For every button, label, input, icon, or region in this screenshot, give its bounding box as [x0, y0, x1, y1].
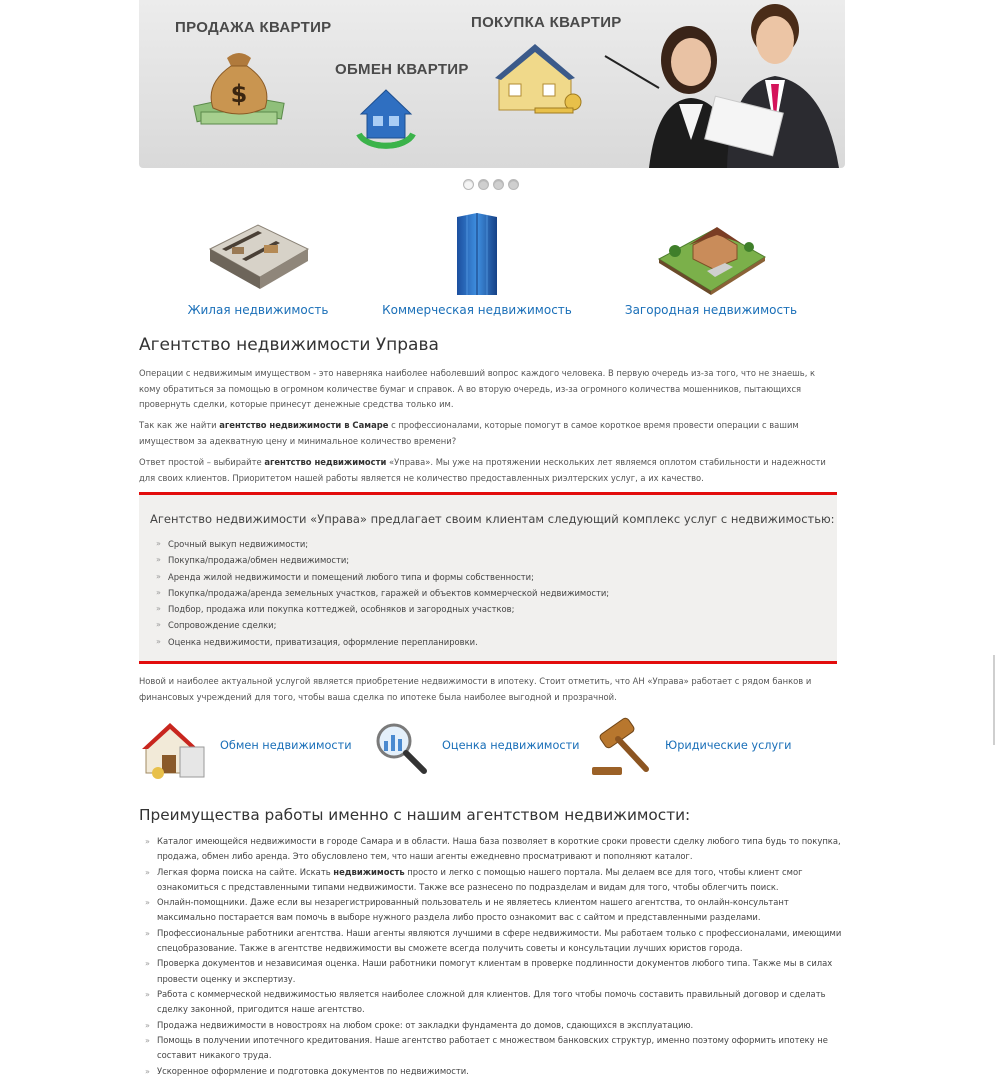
advantage-text: Ускоренное оформление и подготовка документов по недвижимости.	[157, 1065, 469, 1076]
advantage-text-end: просто и легко с помощью нашего портала. Мы делаем все для того, чтобы клиент смог ознакомиться с представленными типами недвижимости. Также все разнесено по подразделам и видам для того, чтобы облегчить поиск.	[157, 866, 803, 892]
money-bag-icon	[191, 40, 287, 128]
advantage-bold: недвижимость	[333, 866, 405, 877]
list-item: » Аренда жилой недвижимости и помещений любого типа и формы собственности;	[156, 569, 609, 585]
slider-dot[interactable]	[463, 179, 474, 190]
business-people-photo	[599, 0, 845, 168]
slider-dot[interactable]	[493, 179, 504, 190]
page-title: Агентство недвижимости Управа	[139, 335, 439, 355]
list-item: » Подбор, продажа или покупка коттеджей, особняков и загородных участков;	[156, 601, 609, 617]
advantage-text: Помощь в получении ипотечного кредитования. Наше агентство работает с множеством банковских структур, именно поэтому оформить ипотеку не составит никакого труда.	[157, 1034, 828, 1061]
slider-dots	[463, 179, 519, 190]
list-item	[145, 1018, 845, 1033]
magnifier-chart-icon	[370, 717, 434, 779]
advantage-text: Профессиональные работники агентства. Наши агенты являются лучшими в сфере недвижимости. Мы работаем только с профессионалами, имеющими спецобразование. Также в агентстве недвижимости вы сможете всегда получить советы и консультации лучших юристов города.	[157, 927, 842, 953]
country-house-icon	[655, 207, 767, 297]
svg-text:$: $	[230, 80, 248, 108]
feature-exchange-label[interactable]: Обмен недвижимости	[220, 739, 352, 752]
list-item: » Покупка/продажа/обмен недвижимости;	[156, 552, 609, 568]
list-item: » Оценка недвижимости, приватизация, оформление перепланировки.	[156, 634, 609, 650]
services-list	[156, 536, 609, 650]
intro-p3-text-end: «Управа». Мы уже на протяжении нескольких лет являемся оплотом стабильности и надежности для своих клиентов. Приоритетом нашей работы является не количество предоставленных риэлтерских услуг, а их качество.	[139, 457, 826, 483]
list-item	[145, 865, 845, 895]
feature-valuation-label[interactable]: Оценка недвижимости	[442, 739, 580, 752]
slider-dot[interactable]	[508, 179, 519, 190]
list-item	[145, 1033, 845, 1063]
list-item	[145, 956, 845, 986]
office-building-icon	[421, 207, 533, 297]
intro-p2-text-end: с профессионалами, которые помогут в самое короткое время провести операции с вашим имуществом за адекватную цену и минимальное количество времени?	[139, 420, 799, 446]
intro-p2-text: Так как же найти	[139, 420, 220, 430]
advantage-text: Проверка документов и независимая оценка. Наши работники помогут клиентам в проверке подлинности документов любого типа. Также мы в силах провести оценку и экспертизу.	[157, 958, 833, 984]
banner-slider[interactable]	[139, 0, 845, 168]
category-country[interactable]	[611, 207, 811, 317]
category-country-label[interactable]: Загородная недвижимость	[624, 303, 798, 317]
slider-dot[interactable]	[478, 179, 489, 190]
advantage-text: Работа с коммерческой недвижимостью является наиболее сложной для клиентов. Для того чтобы помочь составить правильный договор и сделать сделку законной, пригодится наше агентство.	[157, 988, 826, 1015]
intro-paragraph-2	[139, 418, 839, 449]
house-keys-icon	[491, 40, 591, 122]
gavel-icon	[590, 717, 656, 779]
intro-p2-bold: агентство недвижимости в Самаре	[219, 420, 389, 430]
list-item: » Срочный выкуп недвижимости;	[156, 536, 609, 552]
category-residential[interactable]	[158, 207, 358, 317]
intro-paragraph-3	[139, 455, 839, 486]
banner-caption-exchange: ОБМЕН КВАРТИР	[335, 61, 469, 78]
feature-valuation[interactable]	[370, 717, 590, 779]
category-commercial-label[interactable]: Коммерческая недвижимость	[382, 303, 572, 317]
category-residential-label[interactable]: Жилая недвижимость	[187, 303, 329, 317]
banner-caption-sale: ПРОДАЖА КВАРТИР	[175, 19, 332, 36]
services-box	[139, 492, 837, 664]
list-item	[145, 926, 845, 956]
house-exchange-icon	[351, 84, 421, 160]
advantage-text: Продажа недвижимости в новостроях на любом сроке: от закладки фундамента до домов, сдающихся в эксплуатацию.	[157, 1019, 694, 1030]
apartment-icon	[202, 207, 314, 297]
banner-caption-purchase: ПОКУПКА КВАРТИР	[471, 14, 622, 31]
list-item	[145, 1064, 845, 1079]
list-item	[145, 895, 845, 925]
advantages-list	[145, 834, 845, 1079]
list-item	[145, 987, 845, 1017]
mortgage-paragraph: Новой и наиболее актуальной услугой является приобретение недвижимости в ипотеку. Стоит отметить, что АН «Управа» работает с рядом банков и финансовых учреждений для того, чтобы ваша сделка по ипотеке была наиболее выгодной и прозрачной.	[139, 676, 812, 702]
intro-p3-text: Ответ простой – выбирайте	[139, 457, 265, 467]
list-item: » Покупка/продажа/аренда земельных участков, гаражей и объектов коммерческой недвижимости;	[156, 585, 609, 601]
services-title: Агентство недвижимости «Управа» предлагает своим клиентам следующий комплекс услуг с недвижимостью:	[150, 512, 835, 526]
list-item: » Сопровождение сделки;	[156, 617, 609, 633]
intro-paragraph-1: Операции с недвижимым имуществом - это наверняка наиболее наболевший вопрос каждого человека. В первую очередь из-за того, что не знаешь, к кому обратиться за помощью в огромном количестве бумаг и справок. А во вторую очередь, из-за огромного количества мошенников, пытающихся провернуть сделки, которые принесут денежные средства только им.	[139, 368, 816, 409]
feature-legal[interactable]	[590, 717, 810, 779]
feature-exchange[interactable]	[140, 717, 360, 779]
advantage-text: Онлайн-помощники. Даже если вы незарегистрированный пользователь и не являетесь клиентом нашего агентства, то онлайн-консультант максимально постарается вам помочь в выборе нужного раздела либо просто ознакомит вас с сайтом и представленными разделами.	[157, 897, 789, 923]
advantages-title: Преимущества работы именно с нашим агентством недвижимости:	[139, 806, 691, 824]
advantage-text: Каталог имеющейся недвижимости в городе Самара и в области. Наша база позволяет в короткие сроки провести сделку любого типа будь то покупка, продажа, обмен либо аренда. Это обусловлено тем, что наши агенты ежедневно просматривают и пополняют каталог.	[157, 836, 841, 862]
list-item	[145, 834, 845, 864]
category-commercial[interactable]	[377, 207, 577, 317]
intro-p3-bold: агентство недвижимости	[264, 457, 387, 467]
feature-legal-label[interactable]: Юридические услуги	[665, 739, 792, 752]
advantage-text: Легкая форма поиска на сайте. Искать	[157, 866, 334, 877]
house-exchange-icon	[140, 717, 210, 779]
